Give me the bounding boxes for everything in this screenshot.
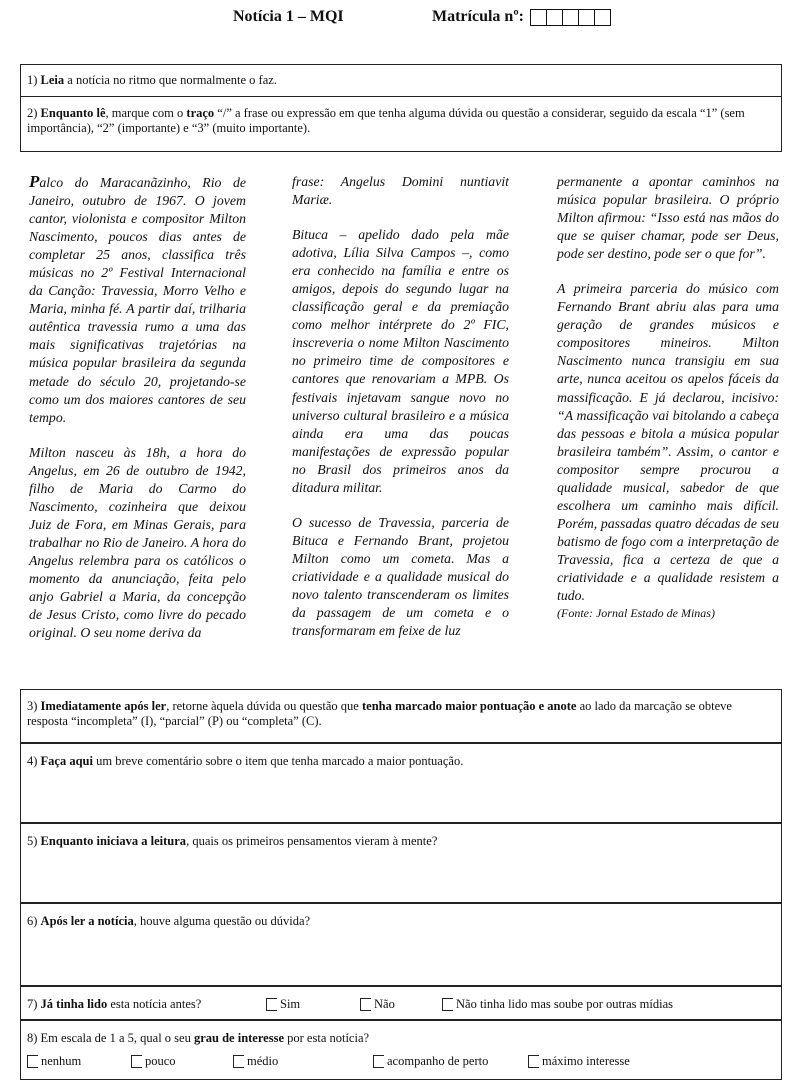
article-paragraph: permanente a apontar caminhos na música popular brasileira. O próprio Milton afirmou: “Isso está nas mãos do que se quiser chamar, pode ser Deus, pode ser destino, pode ser o que for”. — [557, 174, 779, 262]
matricula-digit-box[interactable] — [530, 9, 546, 26]
question-keyword: grau de interesse — [193, 1031, 285, 1045]
checkbox[interactable] — [131, 1055, 142, 1068]
question-text: , houve alguma questão ou dúvida? — [133, 914, 311, 928]
instruction-text: “/” a frase ou expressão em que tenha alguma dúvida ou questão a considerar, seguido da escala “1” (sem importância), “2” (importante) e “3” (muito importante). — [27, 106, 745, 135]
option-label: nenhum — [41, 1054, 82, 1068]
option-medio[interactable] — [233, 1054, 278, 1069]
question-keyword: Após ler a notícia — [40, 914, 134, 928]
option-label: médio — [247, 1054, 279, 1068]
matricula-digit-box[interactable] — [562, 9, 578, 26]
question-number: 5) — [27, 834, 38, 848]
question-number: 3) — [27, 699, 38, 713]
question-number: 8) — [27, 1031, 38, 1045]
question-text: ao lado da marcação se obteve resposta “incompleta” (I), “parcial” (P) ou “completa” (C). — [27, 699, 732, 728]
checkbox[interactable] — [266, 998, 277, 1011]
question-text: Em escala de 1 a 5, qual o seu — [40, 1031, 194, 1045]
option-label: Não — [374, 997, 395, 1011]
article-paragraph: Milton nasceu às 18h, a hora do Angelus, em 26 de outubro de 1942, filho de Maria do Carmo do Nascimento, cozinheira que deixou Juiz de Fora, em Minas Gerais, para trabalhar no Rio de Janeiro. A hora do Angelus relembra para os católicos o momento da anunciação, feita pelo anjo Gabriel a Maria, da concepção de Jesus Cristo, como livre do pecado original. O seu nome deriva da — [29, 444, 246, 641]
checkbox[interactable] — [233, 1055, 244, 1068]
drop-cap: P — [29, 172, 40, 191]
question-4[interactable] — [20, 743, 782, 823]
matricula-label: Matrícula nº: — [432, 8, 524, 25]
article-column-3 — [557, 173, 779, 622]
checkbox[interactable] — [442, 998, 453, 1011]
article-paragraph: O sucesso de Travessia, parceria de Bituca e Fernando Brant, projetou Milton como um cometa. Mas a criatividade e a qualidade musical do novo talento transcenderam os limites da passagem de um cometa e o transformaram em feixe de luz — [292, 514, 509, 639]
article-source: (Fonte: Jornal Estado de Minas) — [557, 606, 715, 621]
option-label: máximo interesse — [542, 1054, 630, 1068]
instruction-keyword: Leia — [40, 73, 65, 87]
question-keyword: Já tinha lido — [40, 997, 108, 1011]
question-keyword: Imediatamente após ler — [40, 699, 167, 713]
question-7 — [20, 986, 782, 1020]
option-label: Sim — [280, 997, 301, 1011]
article-column-2 — [292, 173, 509, 657]
option-pouco[interactable] — [131, 1054, 176, 1069]
paragraph-text: alco do Maracanãzinho, Rio de Janeiro, outubro de 1967. O jovem cantor, violonista e compositor Milton Nascimento, poucos dias antes de completar 25 anos, classifica três músicas no 2º Festival Internacional da Canção: Travessia, Morro Velho e Maria, minha fé. A partir daí, trilharia autêntica travessia rumo a uma das mais significativas trajetórias na música popular brasileira da segunda metade do século 20, projetando-se como um dos maiores cantores de seu tempo. — [29, 175, 246, 425]
question-text: por esta notícia? — [284, 1031, 370, 1045]
option-nenhum[interactable] — [27, 1054, 81, 1069]
checkbox[interactable] — [528, 1055, 539, 1068]
question-8 — [20, 1020, 782, 1080]
option-acompanho[interactable] — [373, 1054, 488, 1069]
instruction-text: a notícia no ritmo que normalmente o faz. — [64, 73, 277, 87]
question-text: um breve comentário sobre o item que tenha marcado a maior pontuação. — [92, 754, 464, 768]
question-keyword: Faça aqui — [40, 754, 93, 768]
question-text: esta notícia antes? — [107, 997, 202, 1011]
question-number: 6) — [27, 914, 38, 928]
instruction-2 — [20, 96, 782, 152]
question-5[interactable] — [20, 823, 782, 903]
article-column-1 — [29, 173, 246, 659]
question-text: , retorne àquela dúvida ou questão que — [166, 699, 362, 713]
matricula-field — [432, 8, 611, 26]
option-label: Não tinha lido mas soube por outras mídias — [456, 997, 673, 1011]
question-keyword: Enquanto iniciava a leitura — [40, 834, 187, 848]
instruction-text: , marque com o — [105, 106, 187, 120]
matricula-boxes[interactable] — [530, 9, 611, 26]
matricula-digit-box[interactable] — [594, 9, 611, 26]
page-title: Notícia 1 – MQI — [233, 8, 344, 25]
option-nao[interactable] — [360, 997, 395, 1012]
question-number: 7) — [27, 997, 38, 1011]
option-outras-midias[interactable] — [442, 997, 673, 1012]
option-sim[interactable] — [266, 997, 300, 1012]
instruction-keyword: Enquanto lê — [40, 106, 106, 120]
matricula-digit-box[interactable] — [578, 9, 594, 26]
option-label: acompanho de perto — [387, 1054, 489, 1068]
article-paragraph: frase: Angelus Domini nuntiavit Mariæ. — [292, 174, 509, 208]
checkbox[interactable] — [360, 998, 371, 1011]
checkbox[interactable] — [27, 1055, 38, 1068]
instruction-1 — [20, 64, 782, 97]
instruction-number: 2) — [27, 106, 38, 120]
matricula-digit-box[interactable] — [546, 9, 562, 26]
question-text: , quais os primeiros pensamentos vieram à mente? — [186, 834, 438, 848]
instruction-number: 1) — [27, 73, 38, 87]
question-number: 4) — [27, 754, 38, 768]
article-paragraph — [29, 173, 246, 427]
question-keyword: tenha marcado maior pontuação e anote — [361, 699, 577, 713]
option-label: pouco — [145, 1054, 176, 1068]
question-6[interactable] — [20, 903, 782, 986]
question-3 — [20, 689, 782, 743]
article-paragraph: Bituca – apelido dado pela mãe adotiva, Lília Silva Campos –, como era conhecido na família e entre os amigos, depois do segundo lugar na classificação geral e da premiação como melhor intérprete do 2º FIC, inscreveria o nome Milton Nascimento no primeiro time de compositores e cantores que renovariam a MPB. Os festivais injetavam sangue novo no universo cultural brasileiro e a música ainda era uma das poucas manifestações de expressão popular no Brasil dos primeiros anos da ditadura militar. — [292, 227, 509, 495]
checkbox[interactable] — [373, 1055, 384, 1068]
article-paragraph: A primeira parceria do músico com Fernando Brant abriu alas para uma geração de grandes músicos e compositores mineiros. Milton Nascimento nunca transigiu em sua arte, nunca aceitou os apelos fáceis da massificação. E já declarou, incisivo: “A massificação vai bitolando a cabeça das pessoas e bitola a música popular brasileira também”. Assim, o cantor e compositor sempre procurou a qualidade musical, sabedor de que escolhera um caminho mais difícil. Porém, passadas quatro décadas de seu batismo de fogo com a interpretação de Travessia, fica a certeza de que a criatividade e a qualidade resistem a tudo. — [557, 281, 779, 604]
instruction-keyword: traço — [186, 106, 215, 120]
option-maximo[interactable] — [528, 1054, 630, 1069]
